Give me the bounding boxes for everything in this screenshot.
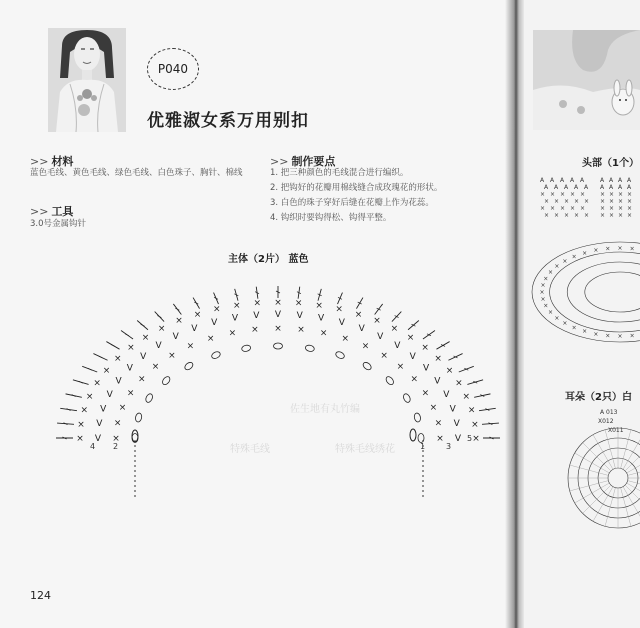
head-label: 头部（1个）	[582, 158, 639, 169]
stitch-symbol: ×	[600, 205, 606, 212]
stitch-symbol: ×	[564, 212, 570, 219]
stitch-symbol: ×	[335, 304, 343, 315]
stitch-symbol: ×	[297, 325, 305, 336]
stitch-symbol: V	[94, 434, 102, 444]
stitch-symbol: A	[560, 177, 565, 184]
ear-spoke	[623, 435, 640, 470]
stitch-symbol: ×	[294, 298, 303, 309]
stitch-symbol: ×	[562, 320, 568, 328]
tools-heading-text: 工具	[51, 205, 74, 218]
stitch-symbol: ×	[233, 300, 241, 311]
stitch-symbol: ×	[361, 341, 370, 352]
stitch-symbol: A	[544, 184, 549, 191]
stitch-symbol: ×	[600, 191, 606, 198]
stitch-symbol: ×	[472, 434, 480, 444]
head-round	[567, 262, 640, 322]
stitch-symbol: V	[253, 310, 260, 321]
stitch-symbol: V	[454, 434, 462, 444]
row-number: 3	[446, 442, 452, 451]
stitch-symbol: ×	[571, 324, 577, 332]
stitch-symbol: ×	[102, 366, 111, 376]
stitch-symbol: ×	[609, 212, 615, 219]
stitch-symbol: ×	[609, 198, 615, 205]
step-item: 4. 钩织时要钩得松、钩得平整。	[270, 213, 392, 223]
stitch-symbol: ×	[193, 309, 202, 320]
stitch-symbol: V	[317, 313, 325, 324]
materials-text: 蓝色毛线、黄色毛线、绿色毛线、白色珠子、胸针、棉线	[30, 168, 243, 178]
row-number: 5	[467, 434, 473, 443]
ghost-text: 特殊毛线绣花	[335, 444, 395, 455]
stitch-symbol: V	[106, 390, 113, 401]
stitch-symbol: A	[600, 177, 605, 184]
stitch-symbol: V	[449, 404, 456, 415]
row-number: 1	[420, 442, 426, 451]
stitch-symbol: ×	[373, 316, 381, 327]
stitch-symbol: V	[338, 318, 345, 329]
stitch-symbol: ×	[618, 212, 624, 219]
section-arrow: >>	[30, 155, 49, 168]
stitch-symbol: ×	[540, 282, 546, 290]
stitch-symbol: ×	[467, 405, 476, 416]
ear-spoke	[621, 430, 631, 469]
stitch-symbol: ×	[580, 205, 586, 212]
stitch-symbol: ×	[627, 191, 633, 198]
ear-spoke	[621, 488, 631, 527]
stitch-symbol: ×	[274, 298, 282, 308]
stitch-symbol: V	[191, 324, 198, 335]
stitch-symbol: A	[618, 184, 623, 191]
stitch-symbol: ×	[157, 323, 166, 334]
stitch-symbol: ×	[540, 295, 546, 303]
stitch-symbol: ×	[319, 328, 328, 339]
stitch-symbol: A	[609, 177, 614, 184]
stitch-symbol: ×	[315, 300, 323, 311]
stitch-symbol: ×	[554, 314, 560, 322]
stitch-symbol: ×	[554, 263, 560, 271]
head-round	[585, 272, 640, 312]
stitch-symbol: ×	[618, 205, 624, 212]
stitch-symbol: V	[140, 351, 147, 362]
ghost-text: 特殊毛线	[230, 444, 270, 455]
stitch-symbol: ×	[112, 434, 120, 444]
ear-spoke	[583, 443, 611, 471]
stitch-symbol: V	[211, 318, 218, 329]
stitch-symbol: ×	[547, 308, 554, 316]
stitch-symbol: V	[296, 310, 303, 321]
stitch-symbol: ×	[584, 212, 590, 219]
ear-spoke	[605, 488, 615, 527]
ear-spoke	[570, 481, 609, 491]
stitch-symbol: ×	[570, 205, 576, 212]
materials-heading-text: 材料	[51, 155, 74, 168]
stitch-symbol: ×	[114, 354, 122, 365]
step-item: 3. 白色的珠子穿好后缝在花瓣上作为花蕊。	[270, 198, 434, 208]
stitch-symbol: ×	[617, 333, 623, 340]
stitch-symbol: V	[443, 390, 450, 401]
stitch-symbol: ×	[168, 350, 176, 361]
stitch-symbol: ×	[390, 323, 399, 334]
stitch-symbol: ×	[253, 298, 262, 309]
stitch-symbol: V	[358, 324, 365, 335]
ear-spoke	[593, 435, 613, 470]
stitch-symbol: ×	[213, 304, 221, 315]
stitch-symbol: ×	[609, 191, 615, 198]
stitch-symbol: ×	[93, 378, 101, 389]
tools-text: 3.0号金属钩针	[30, 219, 87, 229]
stitch-symbol: ×	[429, 403, 438, 414]
stitch-symbol: V	[172, 331, 179, 342]
ear-spoke	[575, 453, 610, 473]
stitch-symbol: ×	[627, 198, 633, 205]
stitch-symbol: ×	[543, 302, 549, 310]
stitch-symbol: ×	[580, 191, 586, 198]
stitch-symbol: A	[540, 177, 545, 184]
stitch-symbol: ×	[600, 198, 606, 205]
stitch-symbol: ×	[151, 361, 160, 372]
stitch-symbol: ×	[584, 198, 590, 205]
stitch-symbol: A	[570, 177, 575, 184]
stitch-symbol: V	[126, 363, 133, 374]
stitch-symbol: V	[394, 341, 401, 352]
stitch-symbol: ×	[175, 316, 183, 327]
stitch-symbol: ×	[629, 245, 635, 253]
stitch-symbol: ×	[627, 205, 633, 212]
stitch-symbol: ×	[80, 405, 89, 416]
stitch-symbol: ×	[354, 309, 363, 320]
stitch-symbol: A	[609, 184, 614, 191]
stitch-symbol: A	[627, 177, 632, 184]
stitch-symbol: ×	[186, 341, 195, 352]
stitch-symbol: ×	[539, 289, 545, 296]
stitch-symbol: ×	[77, 419, 85, 430]
stitch-symbol: V	[115, 376, 122, 387]
stitch-symbol: ×	[410, 374, 419, 385]
section-arrow: >>	[30, 205, 49, 218]
stitch-symbol: V	[100, 404, 107, 415]
steps-heading-text: 制作要点	[291, 155, 336, 168]
stitch-symbol: A	[627, 184, 632, 191]
stitch-symbol: ×	[543, 275, 549, 283]
stitch-symbol: ×	[341, 333, 350, 344]
stitch-symbol: ×	[564, 198, 570, 205]
stitch-symbol: ×	[560, 205, 566, 212]
stitch-symbol: ×	[547, 269, 554, 277]
stitch-symbol: ×	[455, 378, 463, 389]
stitch-symbol: ×	[434, 354, 442, 365]
stitch-symbol: ×	[436, 434, 444, 444]
stitch-symbol: ×	[228, 328, 237, 339]
ear-row-number: A 013	[600, 409, 618, 416]
stitch-symbol: ×	[582, 328, 588, 336]
stitch-symbol: ×	[544, 212, 550, 219]
stitch-symbol: ×	[605, 245, 611, 253]
diagram-label: 主体（2片） 蓝色	[228, 254, 309, 265]
stitch-symbol: ×	[554, 198, 560, 205]
stitch-symbol: ×	[609, 205, 615, 212]
stitch-symbol: ×	[562, 257, 568, 265]
stitch-symbol: V	[274, 310, 282, 320]
page-title: 优雅淑女系万用别扣	[147, 111, 309, 131]
stitch-symbol: ×	[550, 205, 556, 212]
stitch-symbol: A	[600, 184, 605, 191]
stitch-symbol: ×	[380, 350, 388, 361]
stitch-symbol: ×	[629, 332, 635, 340]
ear-label: 耳朵（2只）白	[565, 392, 632, 403]
stitch-symbol: A	[550, 177, 555, 184]
stitch-symbol: A	[618, 177, 623, 184]
stitch-symbol: ×	[540, 205, 546, 212]
stitch-symbol: ×	[127, 342, 135, 353]
stitch-symbol: ×	[421, 342, 429, 353]
stitch-symbol: ×	[434, 418, 443, 429]
step-item: 1. 把三种颜色的毛线混合进行编织。	[270, 168, 409, 178]
page-number: 124	[30, 589, 51, 602]
stitch-symbol: ×	[574, 212, 580, 219]
stitch-symbol: ×	[274, 324, 282, 334]
stitch-symbol: ×	[605, 332, 611, 340]
stitch-symbol: V	[453, 419, 460, 430]
stitch-symbol: ×	[141, 332, 150, 343]
ear-spoke	[583, 485, 611, 513]
stitch-symbol: V	[231, 313, 239, 324]
stitch-symbol: ×	[113, 418, 122, 429]
stitch-symbol: ×	[406, 332, 415, 343]
stitch-symbol: ×	[445, 366, 454, 376]
ear-spoke	[575, 483, 610, 503]
row-number: 4	[90, 442, 96, 451]
stitch-symbol: A	[574, 184, 579, 191]
stitch-symbol: ×	[544, 198, 550, 205]
stitch-symbol: ×	[550, 191, 556, 198]
stitch-symbol: ×	[593, 330, 599, 338]
stitch-symbol: ×	[118, 403, 127, 414]
stitch-symbol: ×	[617, 245, 623, 252]
ear-spoke	[570, 465, 609, 475]
stitch-symbol: ×	[206, 333, 215, 344]
stitch-symbol: ×	[593, 247, 599, 255]
product-code: P040	[157, 62, 189, 76]
stitch-symbol: V	[96, 419, 103, 430]
stitch-symbol: ×	[600, 212, 606, 219]
stitch-symbol: ×	[462, 391, 471, 402]
section-arrow: >>	[270, 155, 289, 168]
stitch-symbol: A	[554, 184, 559, 191]
stitch-symbol: V	[155, 341, 162, 352]
ear-row-number: X011	[608, 427, 624, 434]
ear-spoke	[593, 487, 613, 522]
stitch-symbol: ×	[627, 212, 633, 219]
stitch-symbol: ×	[76, 434, 84, 444]
stitch-symbol: V	[423, 363, 430, 374]
stitch-symbol: ×	[471, 419, 479, 430]
ear-spoke	[623, 487, 640, 522]
stitch-symbol: ×	[421, 388, 430, 399]
stitch-symbol: ×	[396, 361, 405, 372]
stitch-symbol: ×	[540, 191, 546, 198]
stitch-symbol: ×	[251, 325, 259, 336]
ear-round	[608, 468, 628, 488]
row-number: 2	[113, 442, 119, 451]
ear-spoke	[605, 430, 615, 469]
stitch-symbol: ×	[85, 391, 94, 402]
stitch-symbol: ×	[137, 374, 146, 385]
stitch-symbol: A	[580, 177, 585, 184]
stitch-symbol: ×	[126, 388, 135, 399]
stitch-symbol: V	[377, 331, 384, 342]
step-item: 2. 把钩好的花瓣用棉线缝合成玫瑰花的形状。	[270, 183, 443, 193]
stitch-symbol: ×	[560, 191, 566, 198]
stitch-symbol: V	[409, 351, 416, 362]
stitch-symbol: A	[584, 184, 589, 191]
stitch-symbol: ×	[554, 212, 560, 219]
stitch-symbol: A	[564, 184, 569, 191]
stitch-symbol: ×	[618, 191, 624, 198]
ear-row-number: X012	[598, 418, 614, 425]
ghost-text: 佐生地有丸竹编	[290, 404, 360, 415]
stitch-symbol: ×	[570, 191, 576, 198]
stitch-symbol: ×	[574, 198, 580, 205]
stitch-symbol: ×	[571, 253, 577, 261]
stitch-symbol: V	[434, 376, 441, 387]
stitch-symbol: ×	[582, 249, 588, 257]
stitch-symbol: ×	[618, 198, 624, 205]
